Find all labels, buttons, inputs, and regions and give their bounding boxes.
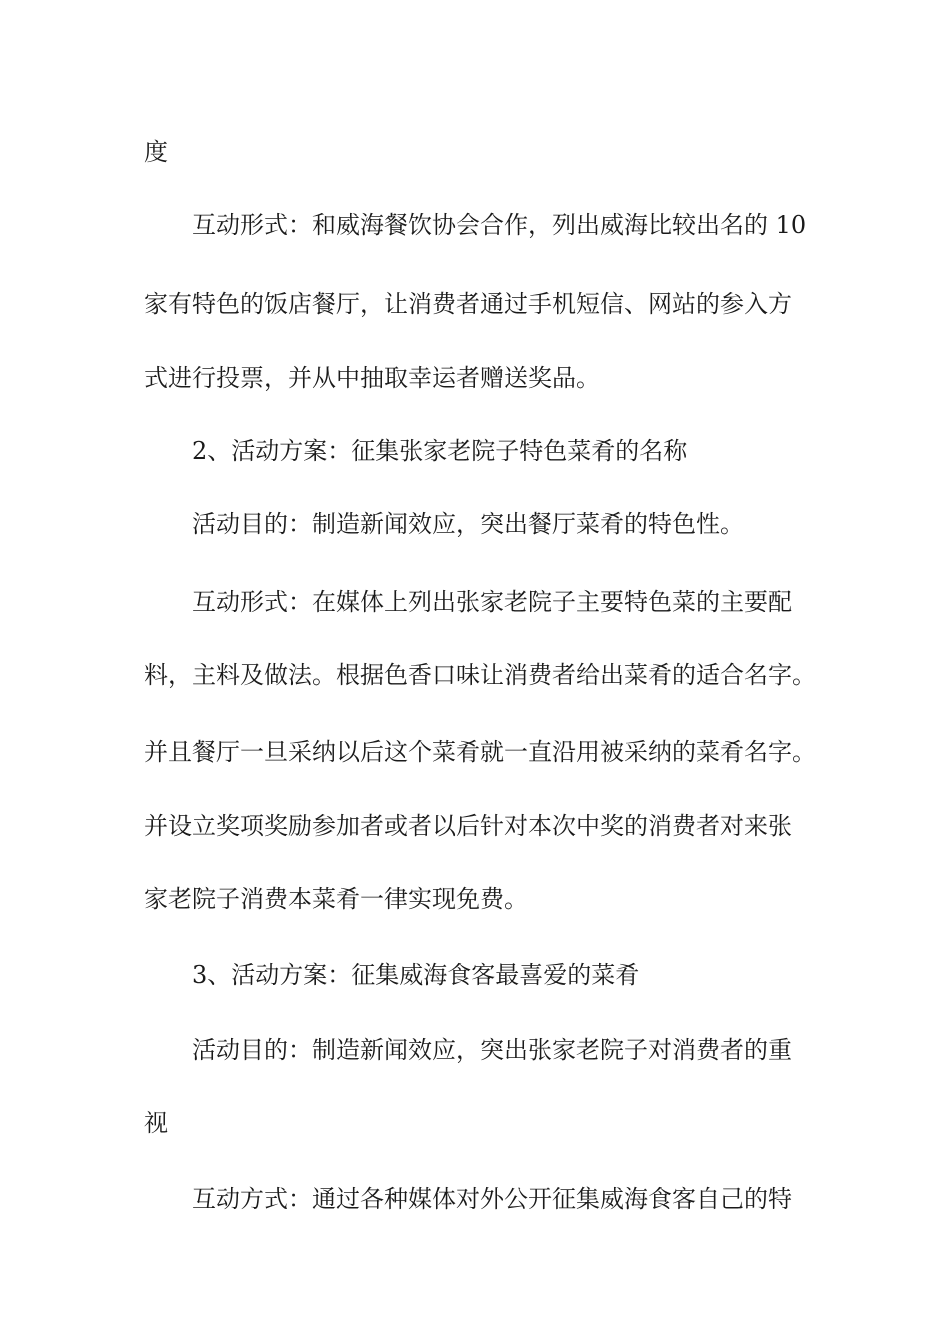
- text-line: 式进行投票，并从中抽取幸运者赠送奖品。: [144, 364, 600, 392]
- text-line: 料，主料及做法。根据色香口味让消费者给出菜肴的适合名字。: [144, 661, 816, 689]
- paragraph-start: 互动形式：和威海餐饮协会合作，列出威海比较出名的 10: [192, 211, 807, 239]
- paragraph-start: 互动形式：在媒体上列出张家老院子主要特色菜的主要配: [192, 588, 792, 616]
- paragraph-start: 互动方式：通过各种媒体对外公开征集威海食客自己的特: [192, 1185, 792, 1213]
- section-heading: 2、活动方案：征集张家老院子特色菜肴的名称: [192, 437, 688, 465]
- text-line: 家老院子消费本菜肴一律实现免费。: [144, 885, 528, 913]
- text-line: 视: [144, 1109, 168, 1137]
- text-line: 度: [144, 138, 168, 166]
- text-line: 并且餐厅一旦采纳以后这个菜肴就一直沿用被采纳的菜肴名字。: [144, 738, 816, 766]
- section-heading: 3、活动方案：征集威海食客最喜爱的菜肴: [192, 961, 640, 989]
- paragraph-start: 活动目的：制造新闻效应，突出张家老院子对消费者的重: [192, 1036, 792, 1064]
- text-line: 家有特色的饭店餐厅，让消费者通过手机短信、网站的参入方: [144, 290, 792, 318]
- paragraph-start: 活动目的：制造新闻效应，突出餐厅菜肴的特色性。: [192, 510, 744, 538]
- text-line: 并设立奖项奖励参加者或者以后针对本次中奖的消费者对来张: [144, 812, 792, 840]
